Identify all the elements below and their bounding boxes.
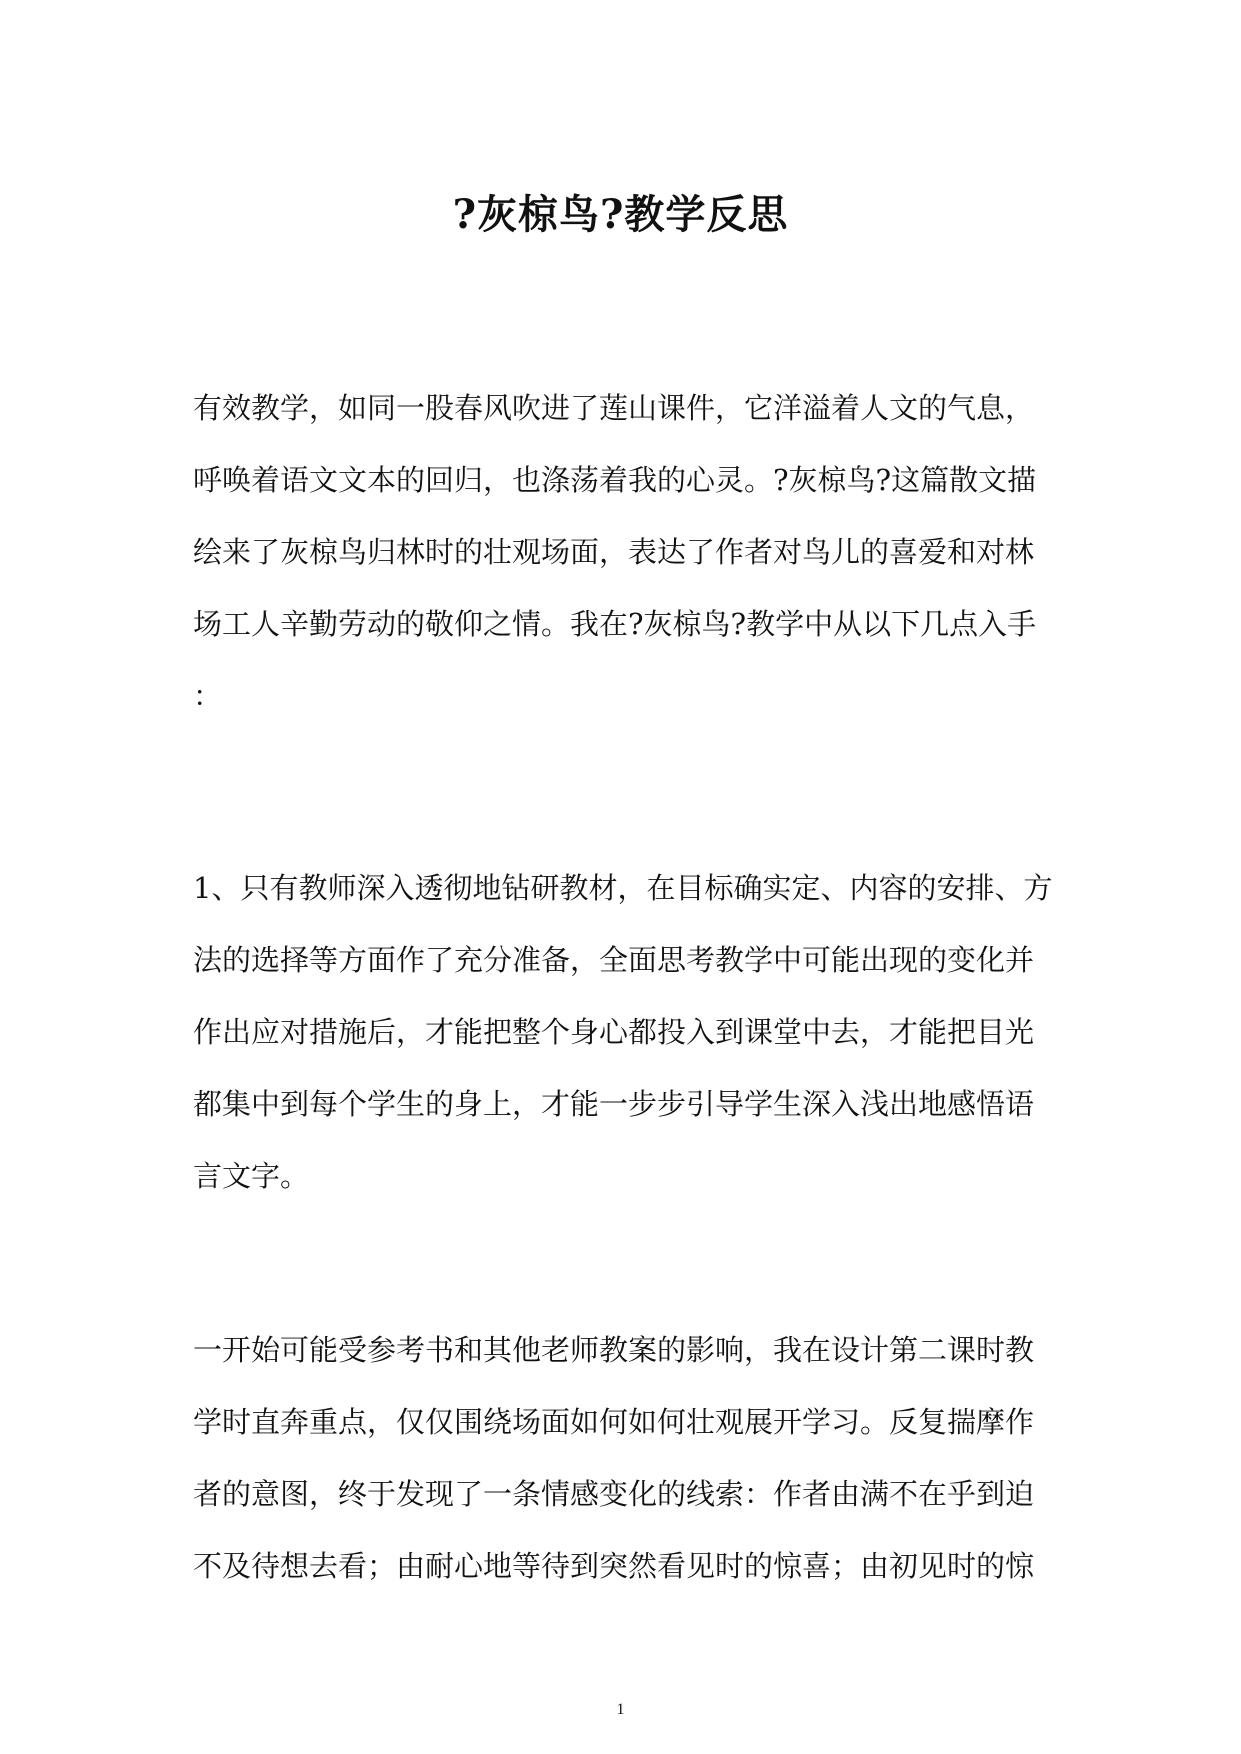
text-line: 作出应对措施后，才能把整个身心都投入到课堂中去，才能把目光	[193, 1015, 1035, 1049]
text-line: 绘来了灰椋鸟归林时的壮观场面，表达了作者对鸟儿的喜爱和对林	[193, 535, 1035, 569]
text-line: 1、只有教师深入透彻地钻研教材，在目标确实定、内容的安排、方	[193, 871, 1053, 905]
text-line: 场工人辛勤劳动的敬仰之情。我在?灰椋鸟?教学中从以下几点入手	[193, 607, 1037, 641]
text-line: 法的选择等方面作了充分准备，全面思考教学中可能出现的变化并	[193, 943, 1035, 977]
text-line: 都集中到每个学生的身上，才能一步步引导学生深入浅出地感悟语	[193, 1087, 1035, 1121]
text-line: 一开始可能受参考书和其他老师教案的影响，我在设计第二课时教	[193, 1333, 1035, 1367]
text-line: 有效教学，如同一股春风吹进了莲山课件，它洋溢着人文的气息，	[193, 391, 1035, 425]
text-line: 不及待想去看；由耐心地等待到突然看见时的惊喜；由初见时的惊	[193, 1549, 1035, 1583]
paragraph-intro	[193, 372, 1053, 732]
text-line: 者的意图，终于发现了一条情感变化的线索：作者由满不在乎到迫	[193, 1477, 1035, 1511]
paragraph-reflection	[193, 1314, 1053, 1602]
page-number: 1	[616, 1701, 625, 1718]
paragraph-point-1	[193, 852, 1053, 1212]
document-title: ?灰椋鸟?教学反思	[452, 190, 789, 238]
text-line: ：	[193, 679, 223, 713]
text-line: 言文字。	[193, 1159, 310, 1193]
text-line: 呼唤着语文文本的回归，也涤荡着我的心灵。?灰椋鸟?这篇散文描	[193, 463, 1037, 497]
text-line: 学时直奔重点，仅仅围绕场面如何如何壮观展开学习。反复揣摩作	[193, 1405, 1035, 1439]
